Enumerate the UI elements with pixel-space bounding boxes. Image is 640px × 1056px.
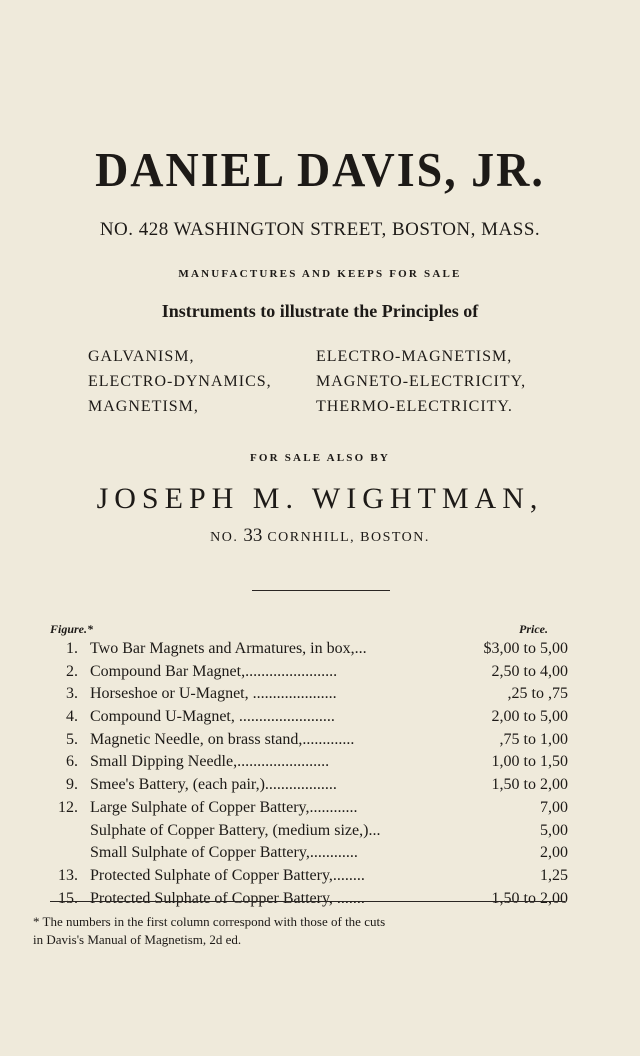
figure-number: 15.	[58, 889, 78, 907]
figure-number: 12.	[58, 798, 78, 816]
figure-number: 3.	[66, 685, 78, 703]
item-description: Small Sulphate of Copper Battery,............	[90, 844, 358, 862]
for-sale-also-line: FOR SALE ALSO BY	[249, 452, 391, 464]
subject-item: GALVANISM,	[88, 348, 195, 365]
item-description: Compound U-Magnet, ........................	[90, 708, 335, 726]
agent-address-prefix: NO.	[210, 530, 239, 545]
item-price: 1,50 to 2,00	[491, 776, 568, 794]
item-description: Two Bar Magnets and Armatures, in box,...	[90, 640, 367, 657]
price-column-header: Price.	[519, 622, 548, 636]
price-table-body	[50, 640, 570, 912]
item-price: ,25 to ,75	[507, 685, 568, 703]
item-description: Large Sulphate of Copper Battery,............	[90, 798, 358, 816]
agent-address	[0, 525, 640, 547]
table-row	[50, 844, 570, 867]
subject-item: MAGNETO-ELECTRICITY,	[316, 373, 527, 390]
section-divider	[252, 590, 390, 591]
figure-column-header: Figure.*	[50, 622, 94, 636]
table-row	[50, 685, 570, 708]
subject-item: MAGNETISM,	[88, 398, 199, 415]
footnote-line: in Davis's Manual of Magnetism, 2d ed.	[33, 932, 242, 947]
price-table	[50, 622, 570, 912]
figure-number: 9.	[66, 776, 78, 794]
footnote-rule	[50, 901, 565, 902]
table-row	[50, 799, 570, 822]
figure-number: 6.	[66, 753, 78, 771]
item-price: 7,00	[540, 798, 568, 816]
table-row	[50, 731, 570, 754]
item-price: 2,50 to 4,00	[491, 662, 568, 680]
figure-number: 1.	[66, 640, 78, 657]
page-title: DANIEL DAVIS, JR.	[95, 143, 545, 197]
table-row	[50, 776, 570, 799]
instruments-heading: Instruments to illustrate the Principles of	[161, 301, 479, 321]
agent-address-street: CORNHILL, BOSTON.	[267, 530, 430, 545]
table-row	[50, 822, 570, 845]
table-row	[50, 640, 570, 663]
table-row	[50, 753, 570, 776]
item-price: 1,25	[540, 866, 568, 884]
table-row	[50, 663, 570, 686]
item-price: $3,00 to 5,00	[483, 640, 568, 657]
subject-item: ELECTRO-MAGNETISM,	[316, 348, 513, 365]
item-description: Protected Sulphate of Copper Battery,........	[90, 866, 365, 884]
item-description: Compound Bar Magnet,.......................	[90, 662, 338, 680]
item-price: ,75 to 1,00	[499, 730, 568, 748]
item-description: Smee's Battery, (each pair,)..................	[90, 776, 337, 794]
item-description: Horseshoe or U-Magnet, .....................	[90, 685, 337, 703]
footnote	[33, 913, 593, 949]
figure-number: 5.	[66, 730, 78, 748]
price-table-header	[50, 622, 570, 640]
business-address: NO. 428 WASHINGTON STREET, BOSTON, MASS.	[99, 219, 541, 240]
agent-address-number: 33	[243, 525, 263, 546]
item-description: Magnetic Needle, on brass stand,.............	[90, 730, 355, 748]
subject-item: THERMO-ELECTRICITY.	[316, 398, 513, 415]
subjects-right-column	[316, 344, 526, 419]
item-price: 1,50 to 2,00	[491, 889, 568, 907]
item-price: 2,00	[540, 844, 568, 862]
footnote-line: * The numbers in the first column correspond with those of the cuts	[33, 914, 386, 929]
table-row	[50, 867, 570, 890]
item-price: 2,00 to 5,00	[491, 708, 568, 726]
table-row	[50, 708, 570, 731]
item-description: Protected Sulphate of Copper Battery, .......	[90, 889, 365, 907]
item-description: Sulphate of Copper Battery, (medium size,)...	[90, 821, 381, 839]
subject-item: ELECTRO-DYNAMICS,	[88, 373, 272, 390]
subjects-left-column	[88, 344, 272, 419]
item-description: Small Dipping Needle,.......................	[90, 753, 330, 771]
agent-name: JOSEPH M. WIGHTMAN,	[96, 482, 544, 515]
manufactures-line: MANUFACTURES AND KEEPS FOR SALE	[178, 268, 462, 280]
item-price: 5,00	[540, 821, 568, 839]
item-price: 1,00 to 1,50	[491, 753, 568, 771]
figure-number: 4.	[66, 708, 78, 726]
figure-number: 2.	[66, 662, 78, 680]
figure-number: 13.	[58, 866, 78, 884]
